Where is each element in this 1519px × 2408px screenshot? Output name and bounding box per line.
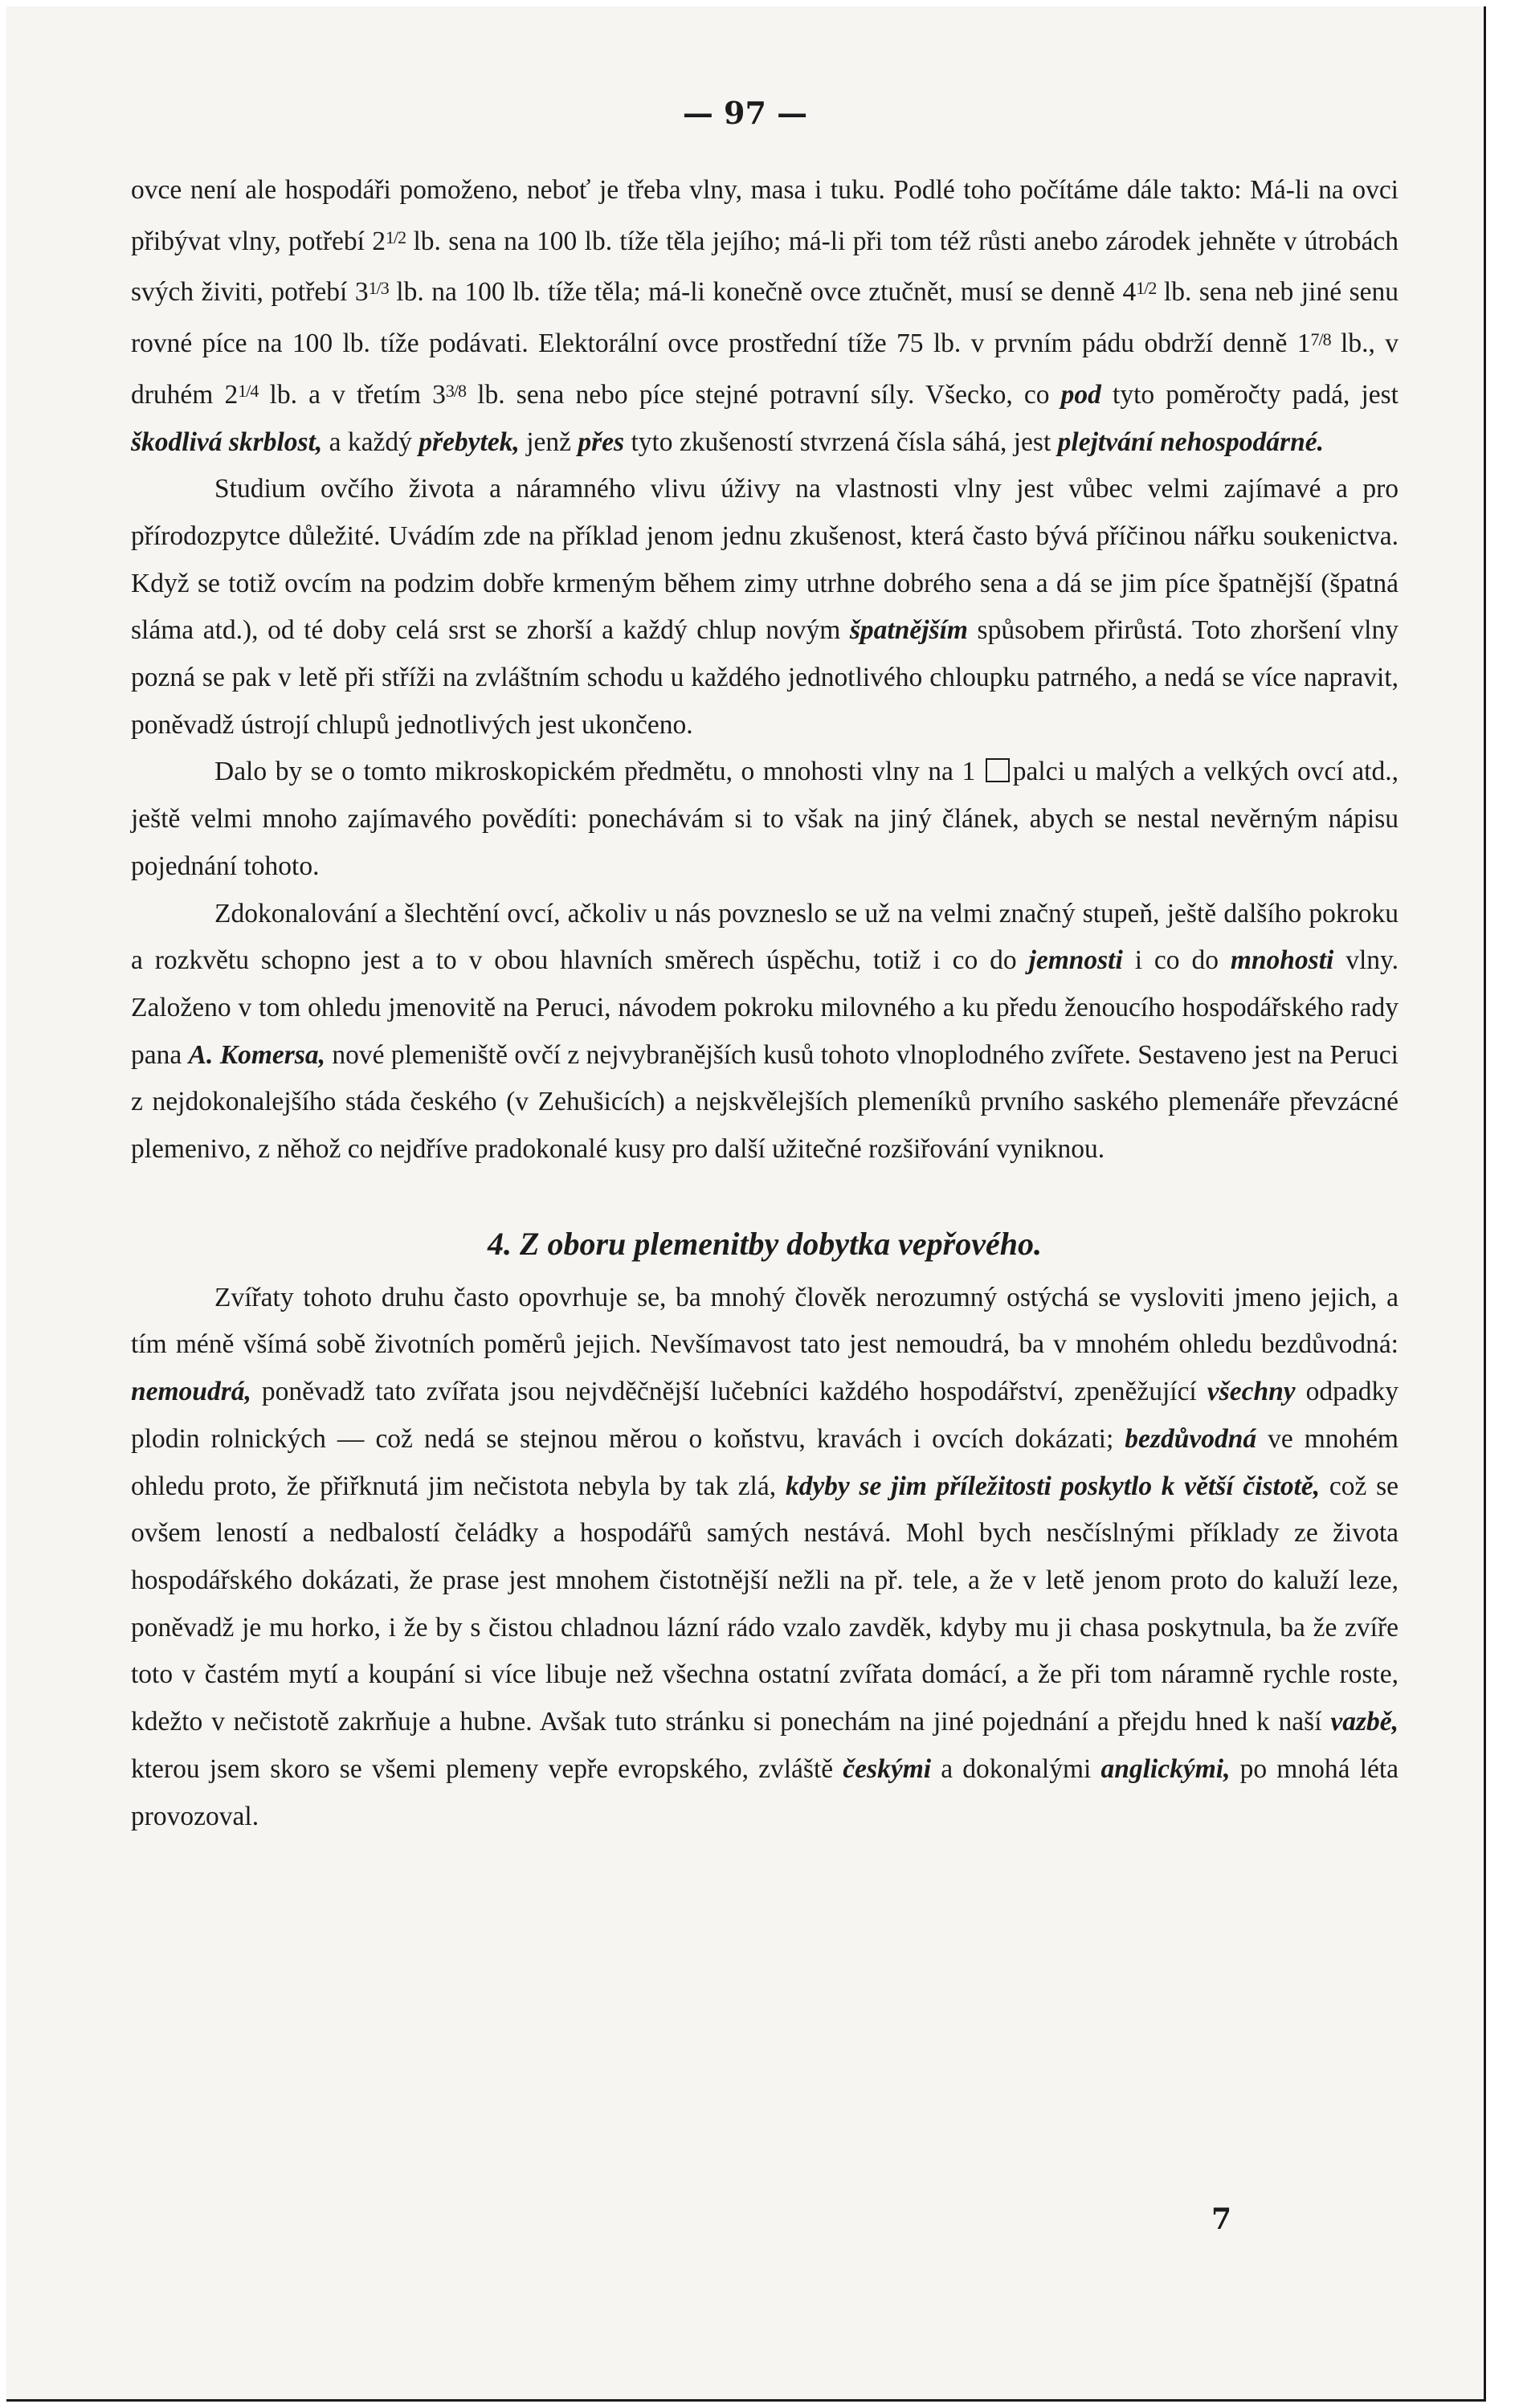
emphasis-text: jemnosti: [1028, 945, 1123, 976]
text-run: palci u malých a velkých ovcí atd., ještě velmi mnoho zajímavého povědíti: ponechávám si to však na jiný článek, abych se nestal nevěrným nápisu pojednání tohoto.: [131, 757, 1399, 881]
text-run: nové plemeniště ovčí z nejvybranějších kusů tohoto vlnoplodného zvířete. Sestaveno jest na Peruci z nejdokonalejšího stáda českého (v Zehušicích) a nejskvělejších plemeníků prvního saského plemenáře převzácné plemenivo, z něhož co nejdříve pradokonalé kusy pro další užitečné rozšiřování vyniknou.: [131, 1039, 1399, 1165]
page-number: — 97 —: [682, 95, 808, 131]
emphasis-text: plejtvání nehospodárné.: [1057, 427, 1324, 457]
page-body: [131, 167, 1399, 1840]
text-run: tyto poměročty padá, jest: [1100, 379, 1399, 410]
emphasis-text: přes: [578, 427, 625, 457]
emphasis-text: kdyby se jim příležitosti poskytlo k větší čistotě,: [785, 1471, 1321, 1501]
text-run: Studium ovčího života a náramného vlivu úživy na vlastnosti vlny jest vůbec velmi zajímavé a pro přírodozpytce důležité. Uvádím zde na příklad jenom jednu zkušenost, která často bývá příčinou nářku soukenictva. Když se totiž ovcím na podzim dobře krmeným během zimy utrhne dobrého sena a dá se jim píce špatnější (špatná sláma atd.), od té doby celá srst se zhorší a každý chlup novým: [131, 474, 1399, 646]
text-run: a každý: [322, 427, 419, 457]
emphasis-text: přebytek,: [419, 427, 520, 457]
emphasis-text: nemoudrá,: [131, 1377, 251, 1407]
paragraph: [131, 1275, 1399, 1840]
text-run: vlny. Založeno v tom ohledu jmenovitě na Peruci, návodem pokroku milovného a ku předu ženoucího hospodářského rady pana: [131, 945, 1399, 1070]
text-run: poněvadž tato zvířata jsou nejvděčnější lučebníci každého hospodářství, zpeněžující: [251, 1377, 1207, 1407]
text-run: Zvířaty tohoto druhu často opovrhuje se, ba mnohý člověk nerozumný ostýchá se vysloviti jmeno jejich, a tím méně všímá sobě životních poměrů jejich. Nevšímavost tato jest nemoudrá, ba v mnohém ohledu bezdůvodná:: [131, 1282, 1399, 1360]
text-run: lb. sena nebo píce stejné potravní síly. Všecko, co: [466, 379, 1061, 410]
text-run: jenž: [519, 427, 578, 457]
signature-mark: 7: [1211, 2202, 1232, 2236]
text-run: odpadky plodin rolnických — což nedá se stejnou měrou o koňstvu, kravách i ovcích dokázati;: [131, 1377, 1399, 1454]
text-run: Dalo by se o tomto mikroskopickém předmětu, o mnohosti vlny na 1: [214, 757, 984, 787]
section-2: [131, 1275, 1399, 1840]
emphasis-text: bezdůvodná: [1125, 1423, 1257, 1454]
square-inch-symbol: [986, 758, 1010, 782]
text-run: lb., v druhém 2: [131, 329, 1399, 410]
emphasis-text: anglickými,: [1100, 1753, 1231, 1784]
fraction: 1/3: [368, 278, 389, 299]
emphasis-text: pod: [1060, 379, 1101, 410]
emphasis-text: špatnějším: [849, 615, 968, 646]
paragraph: [131, 749, 1399, 890]
emphasis-text: škodlivá skrblost,: [131, 427, 323, 457]
text-run: po mnohá léta provozoval.: [131, 1753, 1399, 1831]
emphasis-text: všechny: [1207, 1377, 1296, 1407]
book-page: [6, 6, 1486, 2402]
text-run: a dokonalými: [931, 1753, 1101, 1784]
text-run: což se ovšem leností a nedbalostí čeládky a hospodářů samých nestává. Mohl bych nesčíslnými příklady ze života hospodářského dokázati, že prase jest mnohem čistotnější nežli na př. tele, a že v letě jenom proto do kaluží leze, poněvadž je mu horko, i že by s čistou chladnou lázní rádo vzalo zavděk, kdyby mu ji chasa poskytnula, ba že zvíře toto v častém mytí a koupání si více libuje než všechna ostatní zvířata domácí, a že při tom náramně rychle roste, kdežto v nečistotě zakrňuje a hubne. Avšak tuto stránku si ponechám na jiné pojednání a přejdu hned k naší: [131, 1471, 1399, 1737]
emphasis-text: českými: [843, 1753, 932, 1784]
text-run: i co do: [1122, 945, 1231, 976]
text-run: lb. a v třetím 3: [258, 379, 446, 410]
text-run: ovce není ale hospodáři pomoženo, neboť je třeba vlny, masa i tuku. Podlé toho počítáme dále takto: Má-li na ovci přibývat vlny, potřebí 2: [131, 175, 1399, 256]
text-run: Zdokonalování a šlechtění ovcí, ačkoliv u nás povzneslo se už na velmi značný stupeň, ještě dalšího pokroku a rozkvětu schopno jest a to v obou hlavních směrech úspěchu, totiž i co do: [131, 898, 1399, 976]
section-heading: 4. Z oboru plemenitby dobytka vepřového.: [488, 1225, 1042, 1262]
emphasis-text: A. Komersa,: [188, 1039, 325, 1070]
paragraph: [131, 466, 1399, 749]
text-run: tyto zkušeností stvrzená čísla sáhá, jest: [624, 427, 1058, 457]
fraction: 1/2: [386, 227, 406, 247]
text-run: ve mnohém ohledu proto, že přiřknutá jim nečistota nebyla by tak zlá,: [131, 1423, 1399, 1501]
emphasis-text: mnohosti: [1230, 945, 1334, 976]
fraction: 1/2: [1136, 278, 1157, 299]
emphasis-text: vazbě,: [1330, 1707, 1399, 1737]
fraction: 3/8: [445, 380, 467, 401]
paragraph: [131, 891, 1399, 1173]
section-1: [131, 167, 1399, 1173]
fraction: 7/8: [1310, 329, 1331, 350]
text-run: lb. na 100 lb. tíže těla; má-li konečně ovce ztučnět, musí se denně 4: [388, 277, 1137, 308]
text-run: spůsobem přirůstá. Toto zhoršení vlny pozná se pak v letě při stříži na zvláštním schodu u každého jednotlivého chloupku patrného, a nedá se více napravit, poněvadž ústrojí chlupů jednotlivých jest ukončeno.: [131, 615, 1399, 740]
text-run: lb. sena na 100 lb. tíže těla jejího; má-li při tom též růsti anebo zárodek jehněte v útrobách svých živiti, potřebí 3: [131, 226, 1399, 308]
fraction: 1/4: [238, 380, 259, 401]
text-run: lb. sena neb jiné senu rovné píce na 100 lb. tíže podávati. Elektorální ovce prostřední tíže 75 lb. v prvním pádu obdrží denně 1: [131, 277, 1399, 359]
paragraph: [131, 167, 1399, 466]
text-run: kterou jsem skoro se všemi plemeny vepře evropského, zvláště: [131, 1753, 843, 1784]
